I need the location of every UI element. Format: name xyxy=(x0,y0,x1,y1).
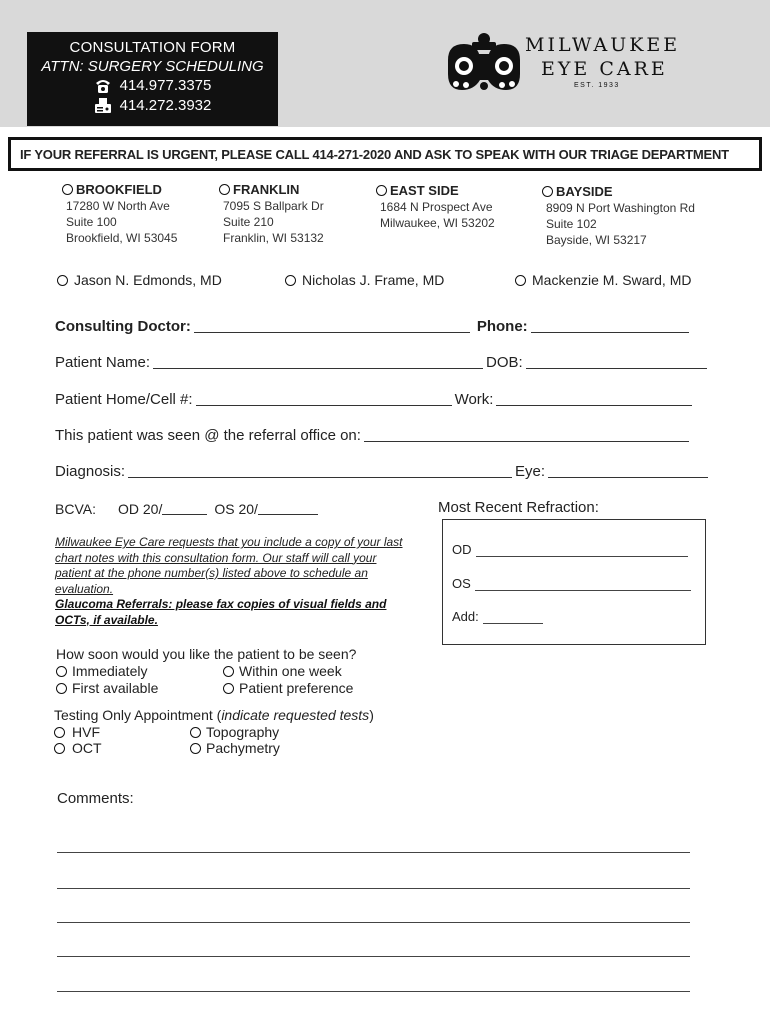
sward-radio[interactable] xyxy=(515,275,526,286)
consulting-doctor-field[interactable] xyxy=(194,318,470,333)
refraction-os-row: OS xyxy=(452,576,691,591)
refraction-title: Most Recent Refraction: xyxy=(438,499,599,516)
refraction-box xyxy=(442,519,706,645)
phone-number: 414.977.3375 xyxy=(119,77,212,94)
refraction-od-field[interactable] xyxy=(476,545,688,557)
diagnosis-field[interactable] xyxy=(128,463,512,478)
phone-field[interactable] xyxy=(531,318,689,333)
eye-exam-logo-icon xyxy=(444,30,524,96)
refraction-add-field[interactable] xyxy=(483,612,543,624)
testing-pachymetry[interactable]: Pachymetry xyxy=(190,740,280,756)
logo-established: EST. 1933 xyxy=(574,82,620,89)
timing-question: How soon would you like the patient to be seen? xyxy=(56,646,357,662)
frame-radio[interactable] xyxy=(285,275,296,286)
franklin-radio[interactable] xyxy=(219,184,230,195)
refraction-os-field[interactable] xyxy=(475,579,691,591)
doctor-option-frame[interactable]: Nicholas J. Frame, MD xyxy=(285,272,444,288)
glaucoma-note: Glaucoma Referrals: please fax copies of visual fields and OCTs, if available. xyxy=(55,597,387,627)
bcva-os-field[interactable] xyxy=(258,500,318,515)
seen-at-row: This patient was seen @ the referral office on: xyxy=(55,427,692,444)
comment-line-3[interactable] xyxy=(57,922,690,923)
diagnosis-row: Diagnosis: Eye: xyxy=(55,463,711,480)
consulting-doctor-row: Consulting Doctor: Phone: xyxy=(55,318,692,335)
testing-label: Testing Only Appointment (indicate requested tests) xyxy=(54,707,374,723)
seen-at-field[interactable] xyxy=(364,427,689,442)
comment-line-1[interactable] xyxy=(57,852,690,853)
fax-number: 414.272.3932 xyxy=(119,97,212,114)
fax-box xyxy=(27,32,278,126)
eye-field[interactable] xyxy=(548,463,708,478)
testing-topography[interactable]: Topography xyxy=(190,724,279,740)
logo-name-line1: MILWAUKEE xyxy=(525,34,681,56)
dob-field[interactable] xyxy=(526,354,707,369)
hvf-radio[interactable] xyxy=(54,727,65,738)
bcva-od-field[interactable] xyxy=(162,500,207,515)
location-franklin: FRANKLIN 7095 S Ballpark Dr Suite 210 Franklin, WI 53132 xyxy=(219,182,324,246)
timing-immediately[interactable]: Immediately xyxy=(56,663,147,679)
work-field[interactable] xyxy=(496,391,692,406)
patient-name-field[interactable] xyxy=(153,354,483,369)
oct-radio[interactable] xyxy=(54,743,65,754)
location-brookfield: BROOKFIELD 17280 W North Ave Suite 100 Brookfield, WI 53045 xyxy=(62,182,177,246)
timing-first-available[interactable]: First available xyxy=(56,680,158,696)
edmonds-radio[interactable] xyxy=(57,275,68,286)
bcva-row: BCVA: OD 20/ OS 20/ xyxy=(55,500,321,517)
east-side-radio[interactable] xyxy=(376,185,387,196)
location-east-side: EAST SIDE 1684 N Prospect Ave Milwaukee, WI 53202 xyxy=(376,183,495,231)
phone-line xyxy=(27,76,278,96)
telephone-icon xyxy=(94,78,112,94)
testing-oct[interactable]: OCT xyxy=(54,740,102,756)
home-cell-field[interactable] xyxy=(196,391,452,406)
topography-radio[interactable] xyxy=(190,727,201,738)
attn-line: ATTN: SURGERY SCHEDULING xyxy=(41,58,264,75)
fax-line xyxy=(27,96,278,116)
chart-notes-request: Milwaukee Eye Care requests that you include a copy of your last chart notes with this consultation form. Our staff will call your patient at the phone number(s) listed above to schedule an evaluation. xyxy=(55,535,403,596)
comment-line-5[interactable] xyxy=(57,991,690,992)
immediately-radio[interactable] xyxy=(56,666,67,677)
urgent-notice: IF YOUR REFERRAL IS URGENT, PLEASE CALL 414-271-2020 AND ASK TO SPEAK WITH OUR TRIAGE DEPARTMENT xyxy=(8,137,762,171)
pachymetry-radio[interactable] xyxy=(190,743,201,754)
brookfield-radio[interactable] xyxy=(62,184,73,195)
patient-name-row: Patient Name: DOB: xyxy=(55,354,710,371)
patient-preference-radio[interactable] xyxy=(223,683,234,694)
timing-within-week[interactable]: Within one week xyxy=(223,663,342,679)
comments-label: Comments: xyxy=(57,790,134,807)
testing-hvf[interactable]: HVF xyxy=(54,724,100,740)
fax-icon xyxy=(94,98,112,114)
refraction-od-row: OD xyxy=(452,542,688,557)
within-week-radio[interactable] xyxy=(223,666,234,677)
bayside-radio[interactable] xyxy=(542,186,553,197)
refraction-add-row: Add: xyxy=(452,609,543,624)
comment-line-2[interactable] xyxy=(57,888,690,889)
patient-phone-row: Patient Home/Cell #: Work: xyxy=(55,391,695,408)
location-bayside: BAYSIDE 8909 N Port Washington Rd Suite 102 Bayside, WI 53217 xyxy=(542,184,695,248)
form-title: CONSULTATION FORM xyxy=(69,39,236,56)
doctor-option-sward[interactable]: Mackenzie M. Sward, MD xyxy=(515,272,691,288)
logo-name-line2: EYE CARE xyxy=(541,58,668,80)
comment-line-4[interactable] xyxy=(57,956,690,957)
first-available-radio[interactable] xyxy=(56,683,67,694)
doctor-option-edmonds[interactable]: Jason N. Edmonds, MD xyxy=(57,272,222,288)
timing-patient-preference[interactable]: Patient preference xyxy=(223,680,353,696)
